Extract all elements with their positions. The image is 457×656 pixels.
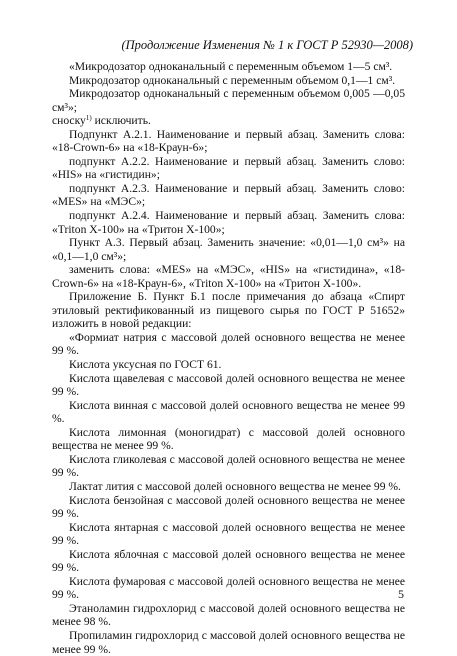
paragraph-micropipette-3: Микродозатор одноканальный с переменным объемом 0,005 —0,05 см³»; xyxy=(52,87,405,114)
footnote-word: сноску xyxy=(52,114,86,128)
footnote-action: исключить. xyxy=(91,114,151,128)
paragraph-micropipette-1: «Микродозатор одноканальный с переменным объемом 1—5 см³. xyxy=(69,60,393,73)
reagent-item: Кислота винная с массовой долей основного вещества не менее 99 %. xyxy=(52,398,405,426)
reagent-item: Кислота щавелевая с массовой долей основного вещества не менее 99 %. xyxy=(52,371,405,399)
page-number: 5 xyxy=(398,587,404,601)
reagent-item: Лактат лития с массовой долей основного вещества не менее 99 %. xyxy=(69,479,401,493)
reagent-item: Кислота янтарная с массовой долей основного вещества не менее 99 %. xyxy=(52,520,405,548)
reagent-item: Этаноламин гидрохлорид с массовой долей основного вещества не менее 98 %. xyxy=(52,601,405,629)
paragraph-footnote-removal xyxy=(52,114,405,128)
paragraph-a24: подпункт А.2.4. Наименование и первый абзац. Заменить слова: «Triton Х-100» на «Тритон Х-100»; xyxy=(52,209,405,236)
reagent-item: Кислота уксусная по ГОСТ 61. xyxy=(69,358,222,372)
paragraph-a3: Пункт А.3. Первый абзац. Заменить значение: «0,01—1,0 см³» на «0,1—1,0 см³»; xyxy=(52,236,405,263)
paragraph-a22: подпункт А.2.2. Наименование и первый абзац. Заменить слово: «HIS» на «гистидин»; xyxy=(52,154,405,182)
footnote-mark: 1) xyxy=(85,114,92,123)
paragraph-appendix-b: Приложение Б. Пункт Б.1 после примечания до абзаца «Спирт этиловый ректификованный из пищевого сырья по ГОСТ Р 51652» изложить в новой редакции: xyxy=(52,290,405,331)
reagent-item: Кислота лимонная (моногидрат) с массовой долей основного вещества не менее 99 %. xyxy=(52,425,405,453)
paragraph-a21: Подпункт А.2.1. Наименование и первый абзац. Заменить слова: «18-Crown-6» на «18-Краун-6»; xyxy=(52,127,405,155)
reagent-item: Пропиламин гидрохлорид с массовой долей основного вещества не менее 99 %. xyxy=(52,628,405,656)
paragraph-a3-replace: заменить слова: «MES» на «МЭС», «HIS» на «гистидина», «18-Crown-6» на «18-Краун-6», «Triton Х-100» на «Тритон Х-100». xyxy=(52,263,405,290)
reagent-item: Кислота бензойная с массовой долей основного вещества не менее 99 %. xyxy=(52,493,405,521)
reagent-item: Кислота яблочная с массовой долей основного вещества не менее 99 %. xyxy=(52,547,405,575)
reagent-item: Кислота гликолевая с массовой долей основного вещества не менее 99 %. xyxy=(52,452,405,480)
paragraph-a23: подпункт А.2.3. Наименование и первый абзац. Заменить слово: «MES» на «МЭС»; xyxy=(52,181,405,209)
reagent-item: Кислота фумаровая с массовой долей основного вещества не менее 99 %. xyxy=(52,574,405,602)
paragraph-micropipette-2: Микродозатор одноканальный с переменным объемом 0,1—1 см³. xyxy=(69,73,396,87)
running-header: (Продолжение Изменения № 1 к ГОСТ Р 52930—2008) xyxy=(121,38,413,52)
document-body xyxy=(52,60,405,656)
reagent-item: «Формиат натрия с массовой долей основного вещества не менее 99 %. xyxy=(52,330,405,358)
